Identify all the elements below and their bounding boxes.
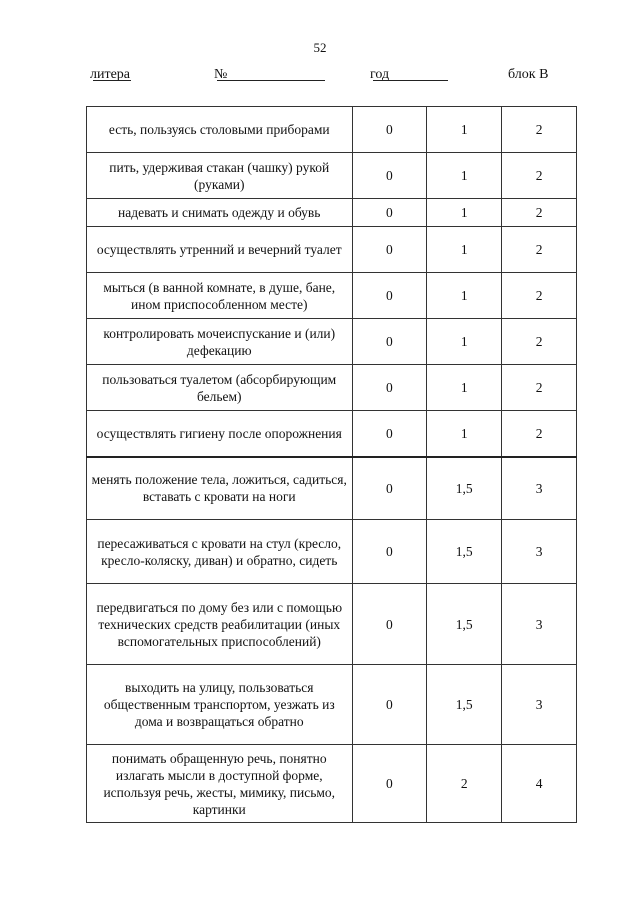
- activity-label: выходить на улицу, пользоваться общественным транспортом, уезжать из дома и возвращаться обратно: [87, 665, 353, 745]
- score-1: 1: [427, 227, 502, 273]
- table-row: [87, 107, 577, 153]
- score-2: 3: [502, 584, 577, 665]
- table-row: [87, 665, 577, 745]
- score-0: 0: [352, 745, 427, 823]
- score-0: 0: [352, 411, 427, 457]
- activity-label: контролировать мочеиспускание и (или) дефекацию: [87, 319, 353, 365]
- table-row: [87, 365, 577, 411]
- form-header: [90, 67, 560, 85]
- score-2: 2: [502, 319, 577, 365]
- score-0: 0: [352, 365, 427, 411]
- litera-blank: [93, 67, 131, 81]
- score-0: 0: [352, 457, 427, 520]
- score-2: 2: [502, 199, 577, 227]
- score-0: 0: [352, 520, 427, 584]
- activity-label: мыться (в ванной комнате, в душе, бане, ином приспособленном месте): [87, 273, 353, 319]
- score-0: 0: [352, 153, 427, 199]
- table-row: [87, 520, 577, 584]
- activity-label: осуществлять гигиену после опорожнения: [87, 411, 353, 457]
- score-1: 1: [427, 319, 502, 365]
- score-1: 1,5: [427, 665, 502, 745]
- score-1: 1: [427, 411, 502, 457]
- score-2: 4: [502, 745, 577, 823]
- score-0: 0: [352, 319, 427, 365]
- number-label: №: [214, 67, 228, 82]
- table-row: [87, 199, 577, 227]
- score-1: 1,5: [427, 584, 502, 665]
- activity-label: есть, пользуясь столовыми приборами: [87, 107, 353, 153]
- table-row: [87, 273, 577, 319]
- score-2: 3: [502, 665, 577, 745]
- activity-label: надевать и снимать одежду и обувь: [87, 199, 353, 227]
- score-2: 2: [502, 273, 577, 319]
- score-0: 0: [352, 273, 427, 319]
- table-row: [87, 319, 577, 365]
- activity-label: понимать обращенную речь, понятно излагать мысли в доступной форме, используя речь, жесты, мимику, письмо, картинки: [87, 745, 353, 823]
- score-2: 3: [502, 457, 577, 520]
- score-0: 0: [352, 227, 427, 273]
- score-1: 1: [427, 107, 502, 153]
- block-label: блок В: [508, 67, 549, 82]
- activity-label: пользоваться туалетом (абсорбирующим бельем): [87, 365, 353, 411]
- score-2: 2: [502, 365, 577, 411]
- score-0: 0: [352, 199, 427, 227]
- score-0: 0: [352, 665, 427, 745]
- score-0: 0: [352, 584, 427, 665]
- table-row: [87, 745, 577, 823]
- table-row: [87, 457, 577, 520]
- number-blank: [217, 67, 325, 81]
- score-1: 1: [427, 365, 502, 411]
- activity-label: пересаживаться с кровати на стул (кресло, кресло-коляску, диван) и обратно, сидеть: [87, 520, 353, 584]
- score-2: 2: [502, 153, 577, 199]
- score-2: 3: [502, 520, 577, 584]
- score-1: 2: [427, 745, 502, 823]
- table-row: [87, 227, 577, 273]
- table-row: [87, 584, 577, 665]
- score-1: 1: [427, 153, 502, 199]
- score-1: 1,5: [427, 520, 502, 584]
- score-1: 1: [427, 273, 502, 319]
- page-number: 52: [313, 40, 327, 55]
- score-2: 2: [502, 227, 577, 273]
- table-row: [87, 411, 577, 457]
- year-blank: [373, 67, 448, 81]
- activity-label: менять положение тела, ложиться, садиться, вставать с кровати на ноги: [87, 457, 353, 520]
- activity-label: передвигаться по дому без или с помощью технических средств реабилитации (иных вспомогательных приспособлений): [87, 584, 353, 665]
- table-row: [87, 153, 577, 199]
- score-1: 1,5: [427, 457, 502, 520]
- score-2: 2: [502, 411, 577, 457]
- score-2: 2: [502, 107, 577, 153]
- activity-label: пить, удерживая стакан (чашку) рукой (руками): [87, 153, 353, 199]
- activity-label: осуществлять утренний и вечерний туалет: [87, 227, 353, 273]
- score-1: 1: [427, 199, 502, 227]
- assessment-table: [86, 106, 577, 823]
- litera-label: литера: [90, 67, 131, 82]
- year-label: год: [370, 67, 390, 82]
- score-0: 0: [352, 107, 427, 153]
